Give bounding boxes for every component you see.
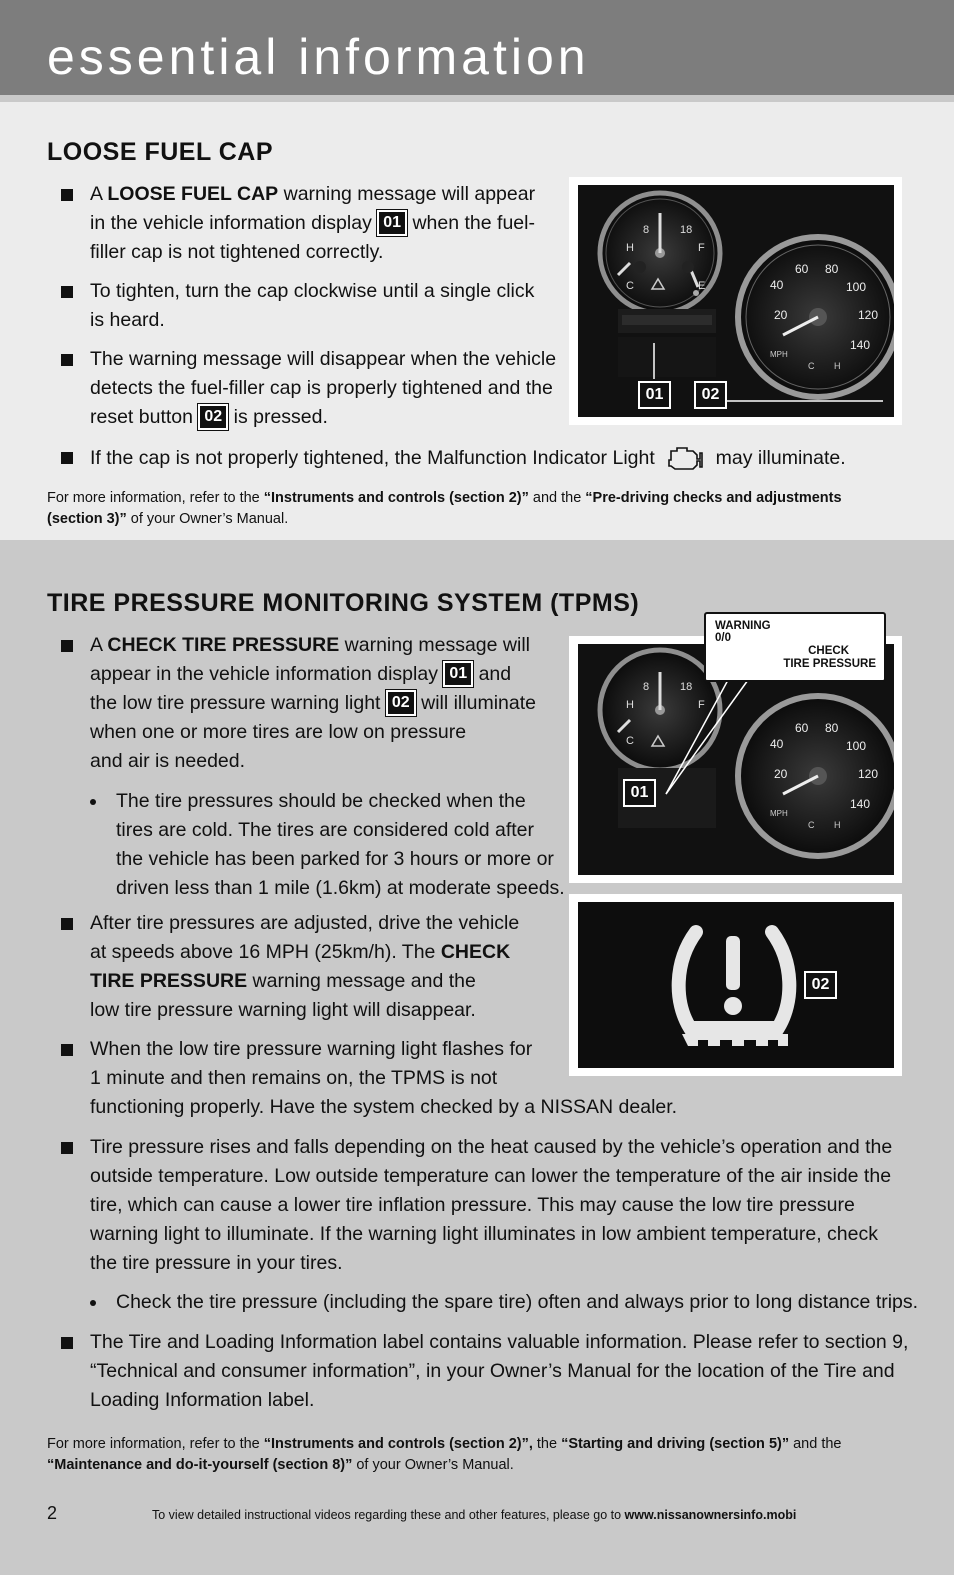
gauge-cluster-image — [578, 185, 894, 417]
bullet-icon — [61, 918, 73, 930]
tire-pressure-label: TIRE PRESSURE — [783, 658, 876, 670]
tpms-sub-bullet-1-line-3: the vehicle has been parked for 3 hours or more or — [116, 848, 554, 870]
bold-text: “Maintenance and do-it-yourself (section 8)” — [47, 1457, 353, 1473]
bold-text: “Starting and driving (section 5)” — [561, 1436, 790, 1452]
tpms-sub-bullet-1-line-1: The tire pressures should be checked when the — [116, 790, 526, 812]
speed-label-100: 100 — [846, 280, 867, 294]
speed-label-60: 60 — [795, 262, 809, 276]
fuel-f-label: F — [698, 242, 705, 254]
bold-text: (section 3)” — [47, 511, 127, 527]
speed-label-80: 80 — [825, 721, 839, 735]
fuel-cap-bullet-1-line-2 — [90, 209, 535, 238]
tpms-bullet-2-line-3 — [90, 967, 476, 996]
text: at speeds above 16 MPH (25km/h). The — [90, 941, 441, 963]
speed-label-140: 140 — [850, 338, 871, 352]
speed-label-80: 80 — [825, 262, 839, 276]
bold-text: “Instruments and controls (section 2)”, — [263, 1436, 533, 1452]
bold-text: CHECK — [440, 941, 511, 963]
instrument-cluster-photo — [578, 185, 894, 417]
tpms-bullet-1-line-3 — [90, 689, 536, 718]
fuel-cap-bullet-2-line-1: To tighten, turn the cap clockwise until a single click — [90, 280, 535, 302]
fuel-cap-reference-note-line-2 — [47, 509, 288, 530]
tpms-bullet-3-line-1: When the low tire pressure warning light flashes for — [90, 1038, 533, 1060]
callout-tag-02: 02 — [198, 404, 228, 430]
tpms-bullet-1-line-4: when one or more tires are low on pressure — [90, 721, 467, 743]
text: warning message will — [339, 634, 530, 656]
tpms-bullet-3-line-2: 1 minute and then remains on, the TPMS is not — [90, 1067, 498, 1089]
tach-label-8: 8 — [643, 681, 650, 693]
warning-label: WARNING — [715, 620, 771, 632]
bold-text: LOOSE FUEL CAP — [107, 183, 279, 205]
tpms-sub-bullet-2: Check the tire pressure (including the spare tire) often and always prior to long distance trips. — [116, 1291, 919, 1313]
callout-01: 01 — [638, 381, 671, 409]
speed-unit-label: MPH — [770, 350, 788, 359]
tpms-bullet-2-line-4: low tire pressure warning light will disappear. — [90, 999, 476, 1021]
text: To view detailed instructional videos regarding these and other features, please go to — [152, 1508, 625, 1522]
fuel-cap-bullet-1-line-1 — [90, 180, 535, 209]
speed-label-20: 20 — [774, 308, 788, 322]
bold-text: “Instruments and controls (section 2)” — [263, 490, 529, 506]
temp-c-label: C — [626, 280, 634, 292]
text: warning message and the — [247, 970, 476, 992]
tpms-bullet-3-line-3: functioning properly. Have the system checked by a NISSAN dealer. — [90, 1096, 678, 1118]
low-tire-pressure-warning-icon — [578, 902, 894, 1068]
callout-tag-01: 01 — [377, 210, 407, 236]
tpms-reference-note-line-2 — [47, 1455, 514, 1476]
tpms-bullet-1-line-5: and air is needed. — [90, 750, 246, 772]
fuel-f-label: F — [698, 699, 705, 711]
tpms-bullet-5-line-3: Loading Information label. — [90, 1389, 315, 1411]
text: appear in the vehicle information display — [90, 663, 444, 685]
tpms-bullet-4-line-2: outside temperature. Low outside temperature can lower the temperature of the air inside the — [90, 1165, 892, 1187]
tach-label-18: 18 — [680, 681, 693, 693]
speed-label-100: 100 — [846, 739, 867, 753]
text: will illuminate — [415, 692, 536, 714]
temp-h-label: H — [834, 820, 841, 830]
text: and the — [789, 1436, 842, 1452]
text: when the fuel- — [407, 212, 535, 234]
tpms-bullet-2-line-2 — [90, 938, 510, 967]
bullet-icon — [61, 640, 73, 652]
temp-c-label: C — [808, 820, 815, 830]
check-tire-pressure-message-box — [704, 612, 886, 682]
tach-label-8: 8 — [643, 224, 650, 236]
fuel-cap-bullet-3-line-1: The warning message will disappear when the vehicle — [90, 348, 557, 370]
tpms-bullet-4-line-3: tire, which can cause a lower tire inflation pressure. This may cause the low tire pressure — [90, 1194, 855, 1216]
bullet-icon — [61, 1142, 73, 1154]
bullet-icon — [61, 1044, 73, 1056]
text: of your Owner’s Manual. — [352, 1457, 514, 1473]
loose-fuel-cap-heading: LOOSE FUEL CAP — [47, 138, 274, 166]
tpms-sub-bullet-1-line-2: tires are cold. The tires are considered cold after — [116, 819, 535, 841]
tpms-bullet-5-line-2: “Technical and consumer information”, in your Owner’s Manual for the location of the Tire and — [90, 1360, 895, 1382]
sub-bullet-icon — [90, 799, 96, 805]
tpms-reference-note-line-1 — [47, 1434, 842, 1455]
fuel-cap-bullet-2-line-2: is heard. — [90, 309, 165, 331]
tach-label-18: 18 — [680, 224, 693, 236]
text: If the cap is not properly tightened, the Malfunction Indicator Light — [90, 447, 655, 469]
speed-unit-label: MPH — [770, 809, 788, 818]
callout-tag-02: 02 — [386, 690, 416, 716]
text: may illuminate. — [715, 447, 846, 469]
text: For more information, refer to the — [47, 1436, 264, 1452]
bold-text: “Pre-driving checks and adjustments — [585, 490, 842, 506]
engine-icon — [665, 443, 705, 471]
tpms-bullet-1-line-1 — [90, 631, 530, 660]
tpms-bullet-1-line-2 — [90, 660, 511, 689]
sub-bullet-icon — [90, 1300, 96, 1306]
callout-02: 02 — [804, 971, 837, 999]
fuel-cap-reference-note-line-1 — [47, 488, 842, 509]
temp-h-label: H — [626, 699, 634, 711]
tpms-bullet-5-line-1: The Tire and Loading Information label contains valuable information. Please refer to section 9, — [90, 1331, 909, 1353]
footer-note — [152, 1508, 796, 1522]
text: A — [90, 183, 108, 205]
bold-text: TIRE PRESSURE — [90, 970, 248, 992]
speed-label-40: 40 — [770, 278, 784, 292]
text: the low tire pressure warning light — [90, 692, 386, 714]
check-label: CHECK — [808, 645, 849, 657]
text: For more information, refer to the — [47, 490, 264, 506]
page-header — [0, 0, 954, 95]
tpms-bullet-4-line-4: warning light to illuminate. If the warning light illuminates in low ambient temperature, check — [90, 1223, 878, 1245]
text: in the vehicle information display — [90, 212, 378, 234]
fuel-cap-bullet-1-line-3: filler cap is not tightened correctly. — [90, 241, 384, 263]
text: the — [532, 1436, 562, 1452]
speed-label-140: 140 — [850, 797, 871, 811]
bullet-icon — [61, 452, 73, 464]
fuel-cap-bullet-3-line-3 — [90, 403, 328, 432]
text: warning message will appear — [278, 183, 536, 205]
page-title: essential information — [47, 29, 590, 85]
website-link[interactable]: www.nissanownersinfo.mobi — [624, 1508, 797, 1522]
tpms-sub-bullet-1-line-4: driven less than 1 mile (1.6km) at moderate speeds. — [116, 877, 565, 899]
temp-h-label: H — [834, 361, 841, 371]
bullet-icon — [61, 286, 73, 298]
tpms-bullet-2-line-1: After tire pressures are adjusted, drive the vehicle — [90, 912, 520, 934]
text: A — [90, 634, 108, 656]
bullet-icon — [61, 189, 73, 201]
bullet-icon — [61, 354, 73, 366]
speed-label-120: 120 — [858, 308, 879, 322]
bullet-icon — [61, 1337, 73, 1349]
text: is pressed. — [228, 406, 328, 428]
callout-01: 01 — [623, 779, 656, 807]
tpms-light-photo — [578, 902, 894, 1068]
speed-label-40: 40 — [770, 737, 784, 751]
tpms-bullet-4-line-5: the tire pressure in your tires. — [90, 1252, 343, 1274]
tpms-bullet-4-line-1: Tire pressure rises and falls depending on the heat caused by the vehicle’s operation and the — [90, 1136, 893, 1158]
fuel-cap-bullet-4-line-1 — [90, 443, 846, 473]
temp-c-label: C — [626, 735, 634, 747]
text: reset button — [90, 406, 199, 428]
text: and — [473, 663, 512, 685]
callout-02: 02 — [694, 381, 727, 409]
text: and the — [528, 490, 586, 506]
callout-tag-01: 01 — [443, 661, 473, 687]
fuel-cap-bullet-3-line-2: detects the fuel-filler cap is properly tightened and the — [90, 377, 553, 399]
tpms-heading: TIRE PRESSURE MONITORING SYSTEM (TPMS) — [47, 589, 640, 617]
speed-label-120: 120 — [858, 767, 879, 781]
fuel-e-label: E — [698, 280, 706, 292]
temp-c-label: C — [808, 361, 815, 371]
speed-label-20: 20 — [774, 767, 788, 781]
temp-h-label: H — [626, 242, 634, 254]
warning-code: 0/0 — [715, 632, 731, 644]
speed-label-60: 60 — [795, 721, 809, 735]
page-number: 2 — [47, 1503, 58, 1523]
text: of your Owner’s Manual. — [126, 511, 289, 527]
bold-text: CHECK TIRE PRESSURE — [107, 634, 340, 656]
